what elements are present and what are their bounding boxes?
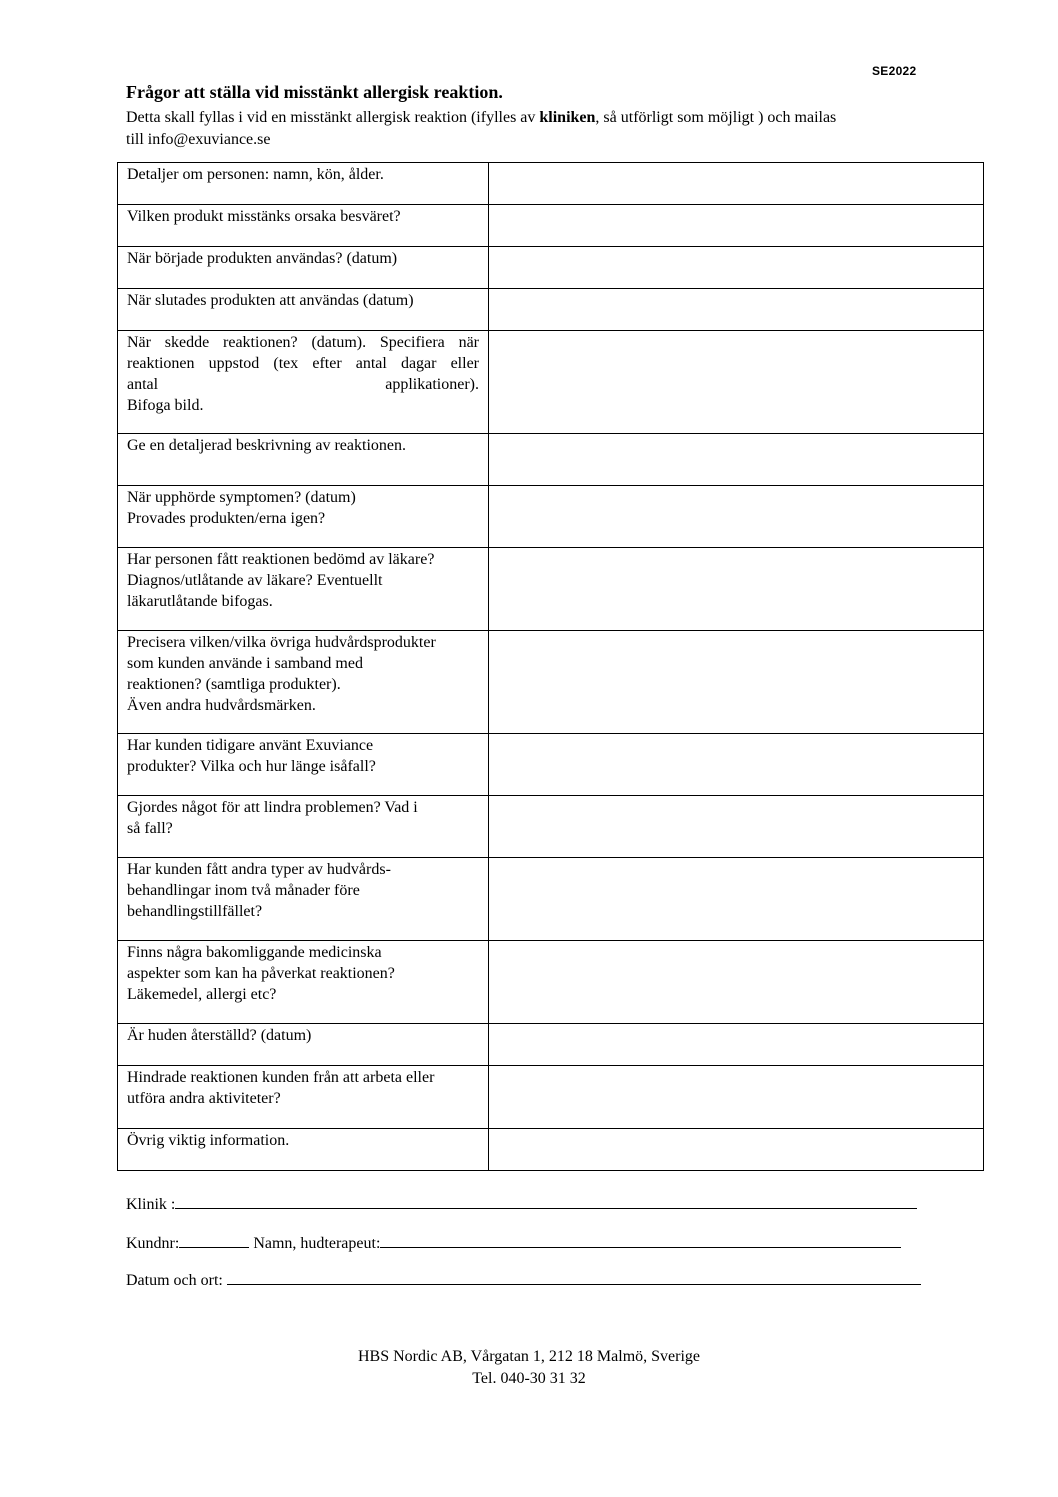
answer-cell[interactable] bbox=[489, 1129, 984, 1171]
question-cell bbox=[118, 289, 489, 331]
answer-cell[interactable] bbox=[489, 631, 984, 734]
question-cell bbox=[118, 734, 489, 796]
question-cell bbox=[118, 1066, 489, 1129]
table-row bbox=[118, 331, 984, 434]
question-text: Precisera vilken/vilka övriga hudvårdsprodukter bbox=[127, 634, 436, 651]
table-row bbox=[118, 734, 984, 796]
table-row bbox=[118, 434, 984, 486]
answer-cell[interactable] bbox=[489, 247, 984, 289]
table-row bbox=[118, 548, 984, 631]
question-text: aspekter som kan ha påverkat reaktionen? bbox=[127, 965, 395, 982]
table-row bbox=[118, 289, 984, 331]
table-row bbox=[118, 941, 984, 1024]
kundnr-label: Kundnr: bbox=[126, 1235, 180, 1252]
answer-cell[interactable] bbox=[489, 163, 984, 205]
page-title: Frågor att ställa vid misstänkt allergisk reaktion. bbox=[126, 82, 503, 102]
question-text: behandlingstillfället? bbox=[127, 903, 263, 920]
question-cell bbox=[118, 331, 489, 434]
question-cell bbox=[118, 247, 489, 289]
question-cell bbox=[118, 1024, 489, 1066]
question-text: När upphörde symptomen? (datum) bbox=[127, 489, 356, 506]
question-text: utföra andra aktiviteter? bbox=[127, 1090, 281, 1107]
datum-ort-field[interactable] bbox=[227, 1270, 921, 1285]
intro-email-line: till info@exuviance.se bbox=[126, 131, 271, 148]
question-cell bbox=[118, 1129, 489, 1171]
answer-cell[interactable] bbox=[489, 289, 984, 331]
question-text: Övrig viktig information. bbox=[127, 1132, 290, 1149]
kundnr-signature-line bbox=[126, 1233, 901, 1253]
question-text: Finns några bakomliggande medicinska bbox=[127, 944, 382, 961]
question-cell bbox=[118, 548, 489, 631]
namn-hudterapeut-field[interactable] bbox=[380, 1233, 901, 1248]
document-code: SE2022 bbox=[872, 64, 917, 78]
answer-cell[interactable] bbox=[489, 941, 984, 1024]
question-cell bbox=[118, 796, 489, 858]
question-text: Läkemedel, allergi etc? bbox=[127, 986, 277, 1003]
question-text: Ge en detaljerad beskrivning av reaktionen. bbox=[127, 437, 406, 454]
intro-part1: Detta skall fyllas i vid en misstänkt allergisk reaktion (ifylles av bbox=[126, 109, 540, 126]
question-text: produkter? Vilka och hur länge isåfall? bbox=[127, 758, 376, 775]
question-text: Detaljer om personen: namn, kön, ålder. bbox=[127, 166, 384, 183]
question-text: Även andra hudvårdsmärken. bbox=[127, 697, 316, 714]
intro-part2: , så utförligt som möjligt ) och mailas bbox=[595, 109, 837, 126]
question-text: reaktionen? (samtliga produkter). bbox=[127, 676, 341, 693]
answer-cell[interactable] bbox=[489, 1066, 984, 1129]
table-row bbox=[118, 163, 984, 205]
answer-cell[interactable] bbox=[489, 734, 984, 796]
question-cell bbox=[118, 631, 489, 734]
question-cell bbox=[118, 941, 489, 1024]
klinik-signature-line bbox=[126, 1194, 917, 1214]
question-text: Har personen fått reaktionen bedömd av läkare? bbox=[127, 551, 435, 568]
table-row bbox=[118, 858, 984, 941]
question-text: Hindrade reaktionen kunden från att arbeta eller bbox=[127, 1069, 435, 1086]
table-row bbox=[118, 1024, 984, 1066]
question-text: Bifoga bild. bbox=[127, 397, 204, 414]
answer-cell[interactable] bbox=[489, 796, 984, 858]
klinik-label: Klinik : bbox=[126, 1196, 176, 1213]
intro-bold-clinic: kliniken bbox=[539, 109, 596, 126]
question-cell bbox=[118, 163, 489, 205]
question-text: Är huden återställd? (datum) bbox=[127, 1027, 312, 1044]
table-row bbox=[118, 247, 984, 289]
question-text: behandlingar inom två månader före bbox=[127, 882, 360, 899]
klinik-field[interactable] bbox=[175, 1194, 917, 1209]
answer-cell[interactable] bbox=[489, 331, 984, 434]
question-text: så fall? bbox=[127, 820, 173, 837]
question-cell bbox=[118, 205, 489, 247]
datum-ort-signature-line bbox=[126, 1270, 921, 1290]
question-text: läkarutlåtande bifogas. bbox=[127, 593, 273, 610]
answer-cell[interactable] bbox=[489, 486, 984, 548]
question-cell bbox=[118, 434, 489, 486]
answer-cell[interactable] bbox=[489, 548, 984, 631]
table-row bbox=[118, 1066, 984, 1129]
answer-cell[interactable] bbox=[489, 434, 984, 486]
question-text: antal applikationer). bbox=[127, 376, 479, 393]
question-text: Gjordes något för att lindra problemen? Vad i bbox=[127, 799, 418, 816]
question-text: Har kunden tidigare använt Exuviance bbox=[127, 737, 374, 754]
footer-phone: Tel. 040-30 31 32 bbox=[472, 1370, 586, 1387]
question-text: som kunden använde i samband med bbox=[127, 655, 363, 672]
intro-text bbox=[126, 107, 936, 151]
footer-address: HBS Nordic AB, Vårgatan 1, 212 18 Malmö, Sverige bbox=[357, 1348, 701, 1365]
question-text: Vilken produkt misstänks orsaka besväret? bbox=[127, 208, 401, 225]
question-table bbox=[117, 162, 984, 1171]
question-text: Diagnos/utlåtande av läkare? Eventuellt bbox=[127, 572, 383, 589]
table-row bbox=[118, 796, 984, 858]
question-text: När slutades produkten att användas (datum) bbox=[127, 292, 414, 309]
table-row bbox=[118, 1129, 984, 1171]
question-text: När började produkten användas? (datum) bbox=[127, 250, 398, 267]
answer-cell[interactable] bbox=[489, 205, 984, 247]
answer-cell[interactable] bbox=[489, 858, 984, 941]
question-text: När skedde reaktionen? (datum). Specifiera när bbox=[127, 334, 479, 351]
namn-hudterapeut-label: Namn, hudterapeut: bbox=[253, 1235, 381, 1252]
table-row bbox=[118, 205, 984, 247]
question-text: Provades produkten/erna igen? bbox=[127, 510, 326, 527]
table-row bbox=[118, 486, 984, 548]
table-row bbox=[118, 631, 984, 734]
kundnr-field[interactable] bbox=[179, 1233, 249, 1248]
datum-ort-label: Datum och ort: bbox=[126, 1272, 227, 1289]
answer-cell[interactable] bbox=[489, 1024, 984, 1066]
question-text: reaktionen uppstod (tex efter antal dagar eller bbox=[127, 355, 479, 372]
question-cell bbox=[118, 858, 489, 941]
question-cell bbox=[118, 486, 489, 548]
question-text: Har kunden fått andra typer av hudvårds- bbox=[127, 861, 391, 878]
